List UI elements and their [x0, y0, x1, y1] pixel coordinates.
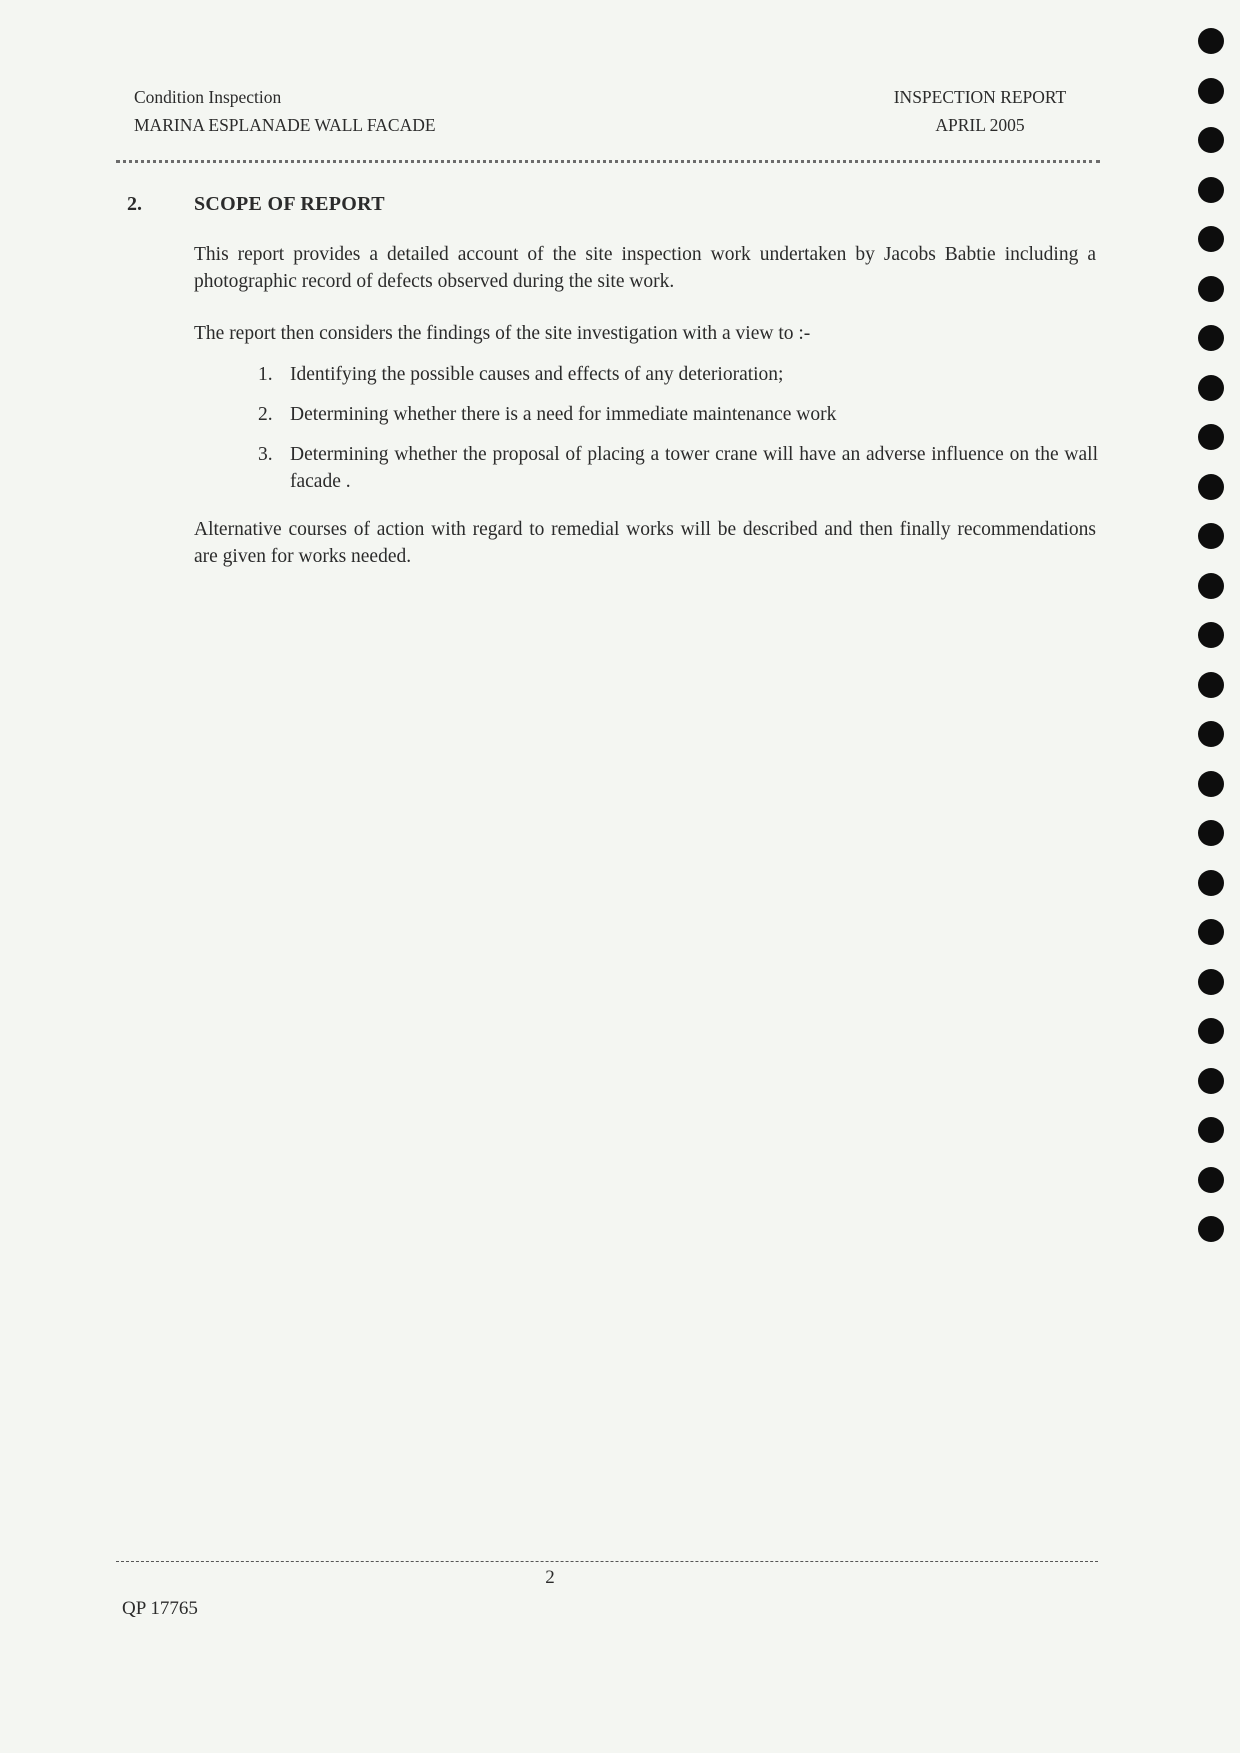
paragraph-considerations: The report then considers the findings of the site investigation with a view to :-: [194, 323, 811, 344]
header-right: [860, 83, 1100, 139]
binding-hole: [1198, 226, 1224, 252]
list-item-number: 3.: [258, 444, 273, 465]
list-item-text: Determining whether the proposal of placing a tower crane will have an adverse influence on the wall facade .: [290, 444, 1098, 492]
binding-hole: [1198, 523, 1224, 549]
binding-hole: [1198, 474, 1224, 500]
document-reference: QP 17765: [122, 1598, 198, 1619]
binding-hole: [1198, 771, 1224, 797]
list-item: [258, 361, 1098, 388]
binding-hole: [1198, 721, 1224, 747]
list-item-number: 1.: [258, 364, 273, 385]
objectives-list: [258, 361, 1098, 508]
binding-hole: [1198, 78, 1224, 104]
list-item-text: Determining whether there is a need for immediate maintenance work: [290, 404, 837, 425]
binding-hole: [1198, 622, 1224, 648]
binding-hole: [1198, 969, 1224, 995]
header-left: [134, 83, 436, 139]
binding-hole: [1198, 375, 1224, 401]
list-item: [258, 441, 1098, 495]
section-number: 2.: [127, 193, 142, 215]
binding-hole: [1198, 1117, 1224, 1143]
header-date: APRIL 2005: [935, 115, 1025, 135]
paragraph-intro: This report provides a detailed account of the site inspection work undertaken by Jacobs Babtie including a photographic record of defects observed during the site work.: [194, 244, 1096, 292]
header-subtitle: Condition Inspection: [134, 87, 282, 107]
binding-hole: [1198, 1216, 1224, 1242]
binding-hole: [1198, 177, 1224, 203]
binding-hole: [1198, 1018, 1224, 1044]
binding-hole: [1198, 276, 1224, 302]
header-report-type: INSPECTION REPORT: [893, 87, 1067, 107]
list-item-text: Identifying the possible causes and effects of any deterioration;: [290, 364, 784, 385]
paragraph-conclusion: Alternative courses of action with regard to remedial works will be described and then finally recommendations are given for works needed.: [194, 519, 1096, 567]
page-number: 2: [545, 1567, 555, 1588]
header-divider: [116, 160, 1100, 163]
binding-hole: [1198, 28, 1224, 54]
header-project-title: MARINA ESPLANADE WALL FACADE: [134, 115, 436, 135]
binding-hole: [1198, 672, 1224, 698]
list-item: [258, 401, 1098, 428]
list-item-number: 2.: [258, 404, 273, 425]
binding-hole: [1198, 573, 1224, 599]
binding-hole: [1198, 870, 1224, 896]
section-title: SCOPE OF REPORT: [194, 193, 385, 215]
binding-hole: [1198, 127, 1224, 153]
binding-hole: [1198, 325, 1224, 351]
binding-hole: [1198, 1167, 1224, 1193]
footer-divider: [116, 1561, 1098, 1562]
binding-hole: [1198, 820, 1224, 846]
binding-hole: [1198, 424, 1224, 450]
binding-hole: [1198, 919, 1224, 945]
binding-hole: [1198, 1068, 1224, 1094]
